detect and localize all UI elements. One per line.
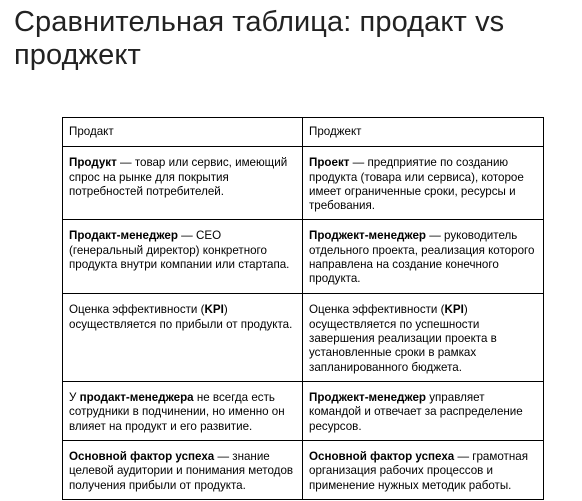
- cell-text: ) осуществляется по успешности завершения реализации проекта в установленные сроки в рамках запланированного бюджета.: [309, 303, 497, 374]
- comparison-table: [62, 117, 544, 500]
- cell-text: Оценка эффективности (: [69, 303, 205, 317]
- cell-text: — грамотная организация рабочих процессов и применение нужных методик работы.: [309, 449, 528, 492]
- cell-text: У: [69, 390, 80, 404]
- cell-text: — предприятие по созданию продукта (товара или сервиса), которое имеет ограниченные сроки, ресурсы и требования.: [309, 156, 524, 213]
- cell-text: — знание целевой аудитории и понимания методов получения прибыли от продукта.: [69, 449, 294, 492]
- cell-bold-term: продакт-менеджера: [79, 390, 194, 404]
- cell-text: Оценка эффективности (: [309, 303, 445, 317]
- column-header-project: Проджект: [303, 118, 544, 147]
- product-cell: [63, 381, 303, 440]
- project-cell: [303, 294, 544, 381]
- project-cell: [303, 147, 544, 220]
- cell-text: — руководитель отдельного проекта, реализация которого направлена на создание конечного продукта.: [309, 229, 535, 286]
- product-cell: [63, 147, 303, 220]
- cell-bold-term: Проджект-менеджер: [309, 229, 426, 243]
- table-row: [63, 294, 544, 381]
- cell-bold-term: KPI: [204, 303, 224, 317]
- cell-text: — CEO (генеральный директор) конкретного продукта внутри компании или стартапа.: [69, 229, 290, 272]
- cell-text: управляет командой и отвечает за распределение ресурсов.: [309, 390, 523, 433]
- cell-bold-term: Проджект-менеджер: [309, 390, 426, 404]
- cell-text: ) осуществляется по прибыли от продукта.: [69, 303, 293, 331]
- cell-text: не всегда есть сотрудники в подчинении, но именно он влияет на продукт и его развитие.: [69, 390, 285, 433]
- table-row: [63, 440, 544, 499]
- column-header-product: Продакт: [63, 118, 303, 147]
- project-cell: [303, 220, 544, 294]
- cell-bold-term: Основной фактор успеха: [309, 449, 455, 463]
- product-cell: [63, 220, 303, 294]
- table-header-row: [63, 118, 544, 147]
- cell-bold-term: Продакт-менеджер: [69, 229, 178, 243]
- cell-bold-term: Основной фактор успеха: [69, 449, 215, 463]
- project-cell: [303, 440, 544, 499]
- table-row: [63, 220, 544, 294]
- cell-text: — товар или сервис, имеющий спрос на рынке для покрытия потребностей потребителей.: [69, 156, 288, 198]
- project-cell: [303, 381, 544, 440]
- table-row: [63, 147, 544, 220]
- cell-bold-term: Проект: [309, 156, 350, 170]
- table-row: [63, 381, 544, 440]
- page-title: Сравнительная таблица: продакт vs проджект: [14, 6, 505, 71]
- product-cell: [63, 440, 303, 499]
- cell-bold-term: KPI: [444, 303, 464, 317]
- cell-bold-term: Продукт: [69, 156, 117, 170]
- product-cell: [63, 294, 303, 381]
